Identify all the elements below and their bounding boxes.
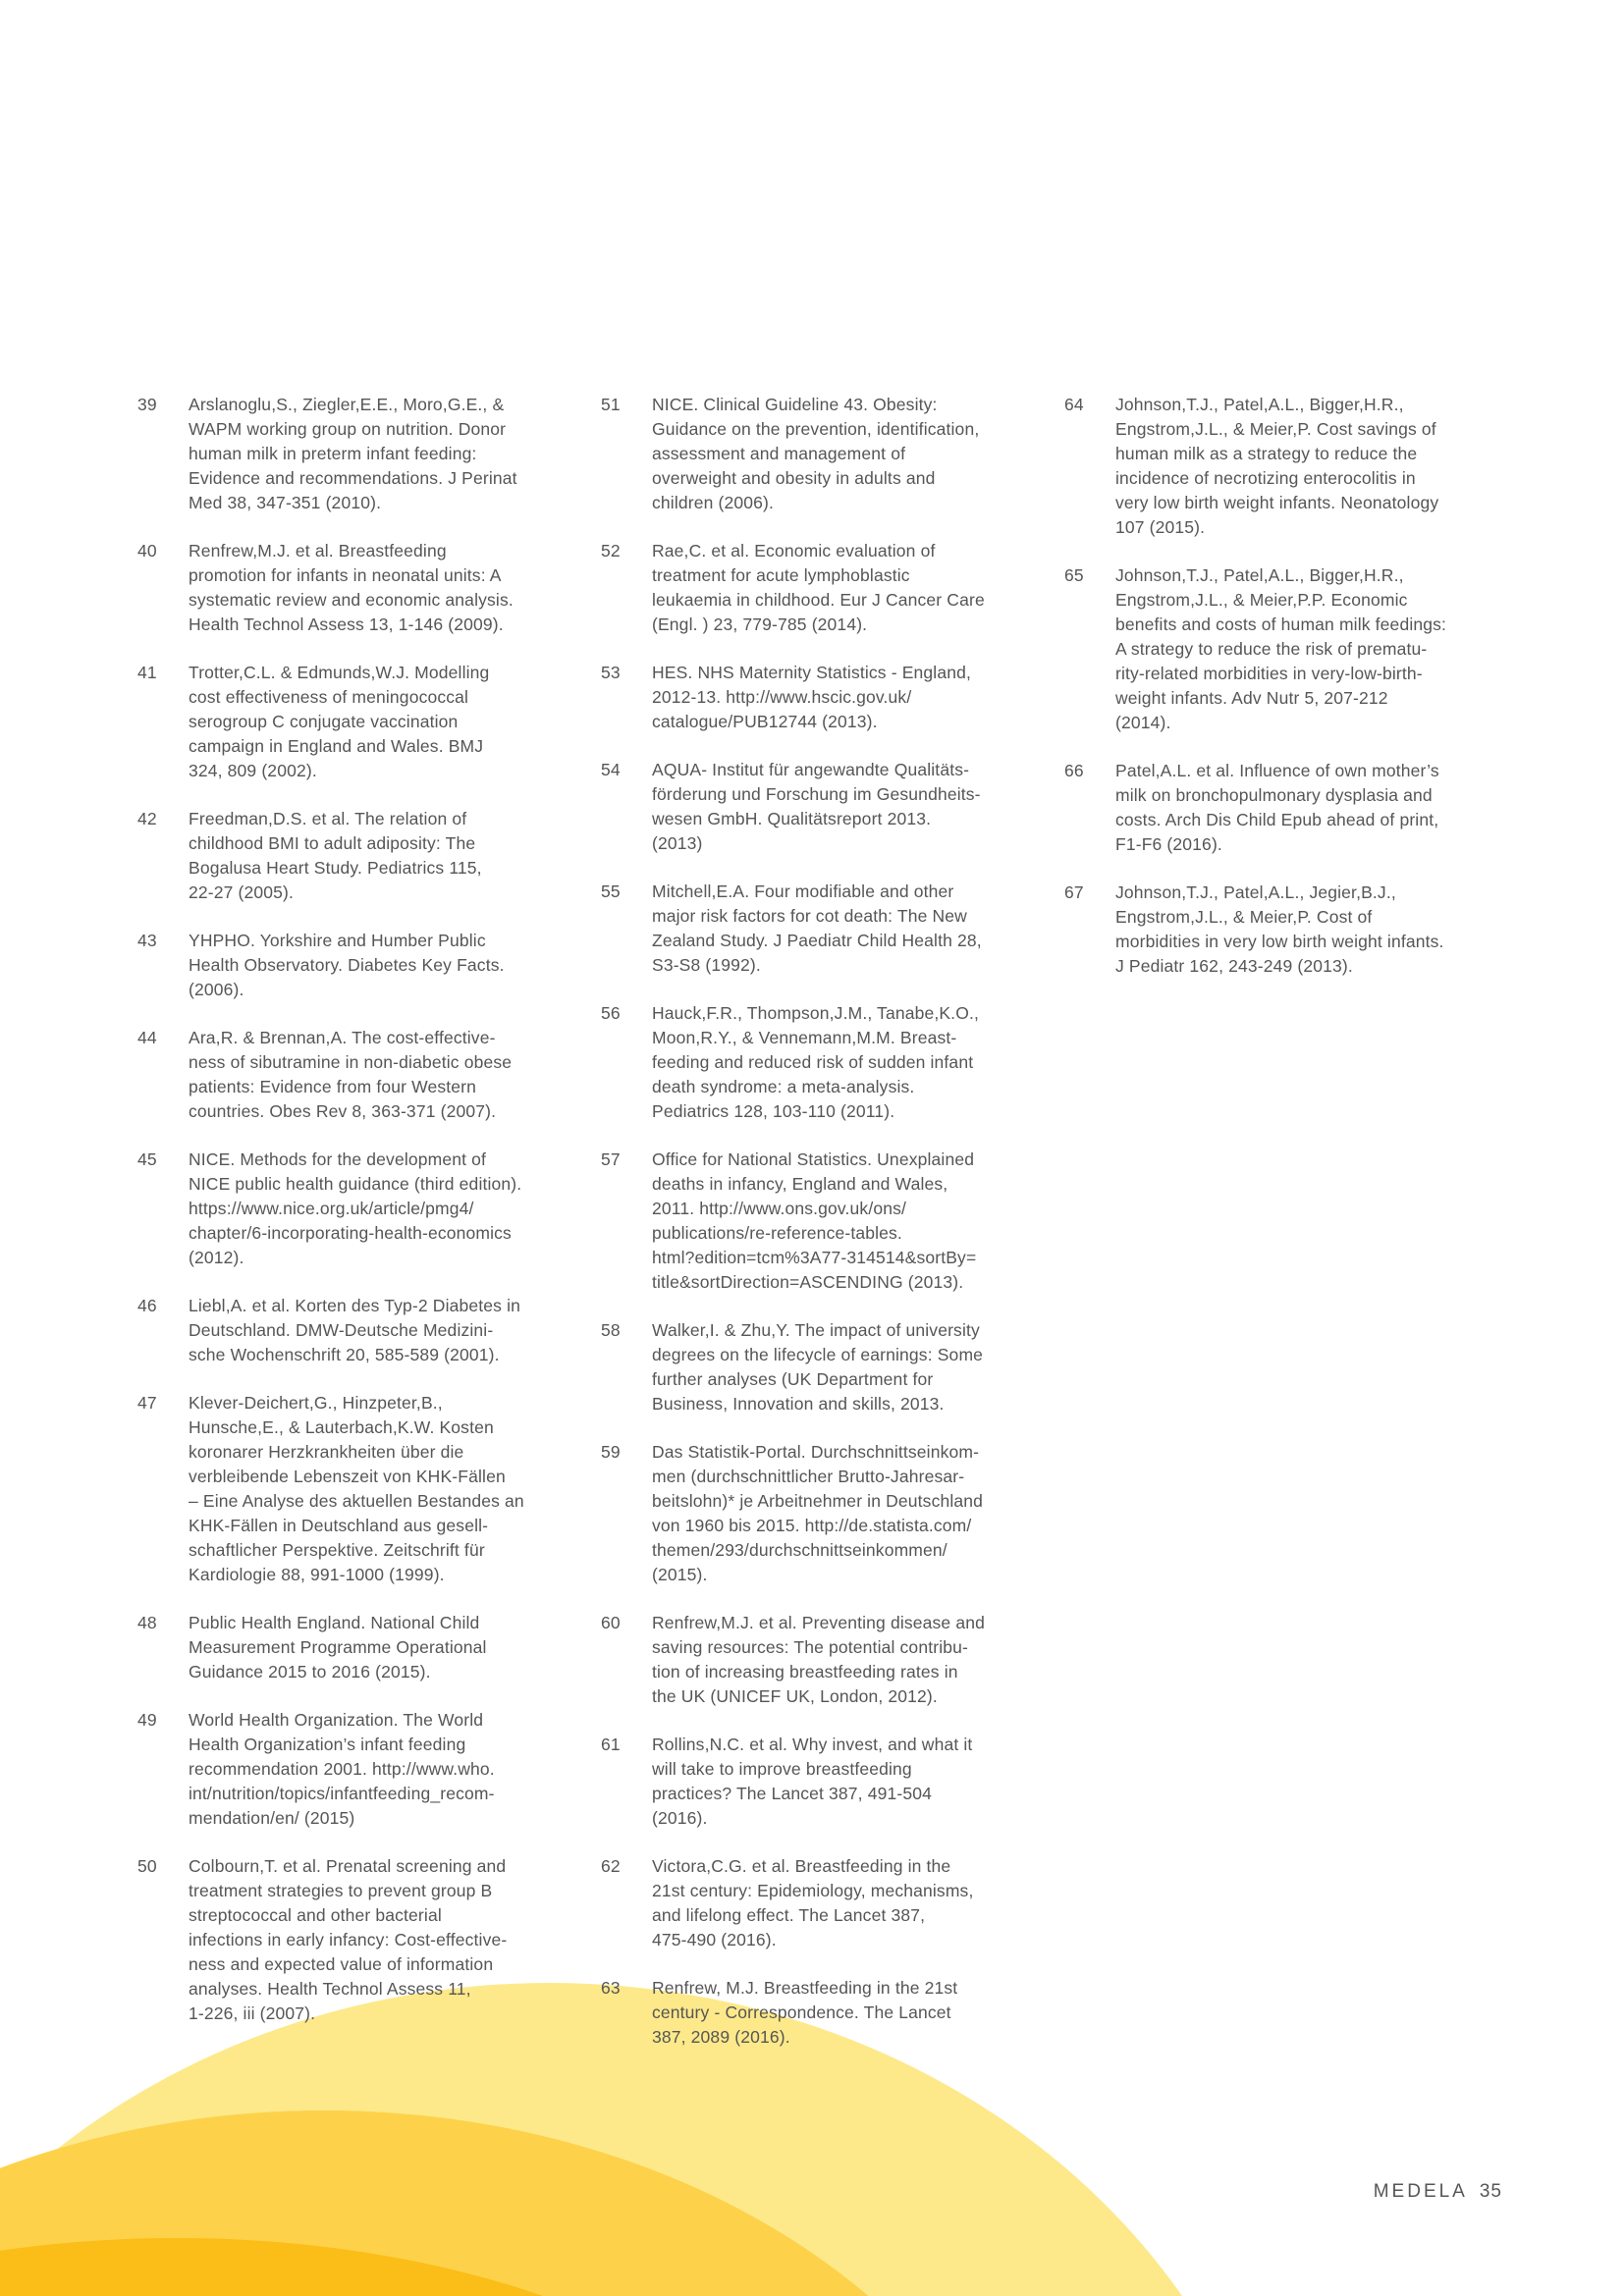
- reference-number: 41: [137, 663, 157, 682]
- reference-line: 21st century: Epidemiology, mechanisms,: [652, 1881, 974, 1900]
- reference-line: Mitchell,E.A. Four modifiable and other: [652, 881, 954, 901]
- reference-line: campaign in England and Wales. BMJ: [189, 736, 484, 756]
- reference-line: Engstrom,J.L., & Meier,P. Cost of: [1115, 907, 1373, 927]
- reference-number: 60: [601, 1613, 621, 1632]
- reference-line: feeding and reduced risk of sudden infant: [652, 1052, 974, 1072]
- reference-number: 66: [1064, 761, 1084, 780]
- reference-item: [601, 1976, 1023, 2050]
- reference-line: chapter/6-incorporating-health-economics: [189, 1223, 512, 1243]
- reference-number: 48: [137, 1613, 157, 1632]
- reference-line: men (durchschnittlicher Brutto-Jahresar-: [652, 1467, 965, 1486]
- reference-line: Med 38, 347-351 (2010).: [189, 493, 382, 512]
- reference-number: 64: [1064, 395, 1084, 414]
- reference-number: 45: [137, 1149, 157, 1169]
- references-column-3: [1064, 393, 1496, 1002]
- reference-line: death syndrome: a meta-analysis.: [652, 1077, 915, 1096]
- reference-line: Kardiologie 88, 991-1000 (1999).: [189, 1565, 445, 1584]
- reference-item: [601, 393, 1023, 515]
- reference-line: infections in early infancy: Cost-effective-: [189, 1930, 508, 1949]
- reference-line: 475-490 (2016).: [652, 1930, 777, 1949]
- reference-line: Hunsche,E., & Lauterbach,K.W. Kosten: [189, 1417, 494, 1437]
- reference-text: [189, 929, 569, 1002]
- references-column-1: [137, 393, 569, 2050]
- reference-line: childhood BMI to adult adiposity: The: [189, 833, 476, 853]
- reference-text: [1115, 759, 1496, 857]
- reference-line: publications/re-reference-tables.: [652, 1223, 902, 1243]
- reference-line: the UK (UNICEF UK, London, 2012).: [652, 1686, 938, 1706]
- reference-item: [601, 1733, 1023, 1831]
- reference-line: Office for National Statistics. Unexplained: [652, 1149, 975, 1169]
- reference-line: incidence of necrotizing enterocolitis in: [1115, 468, 1416, 488]
- reference-line: major risk factors for cot death: The New: [652, 906, 967, 926]
- reference-line: further analyses (UK Department for: [652, 1369, 934, 1389]
- reference-line: human milk in preterm infant feeding:: [189, 444, 477, 463]
- reference-text: [1115, 563, 1496, 735]
- reference-line: Health Organization’s infant feeding: [189, 1735, 466, 1754]
- reference-line: and lifelong effect. The Lancet 387,: [652, 1905, 926, 1925]
- reference-line: 2011. http://www.ons.gov.uk/ons/: [652, 1199, 907, 1218]
- reference-line: children (2006).: [652, 493, 774, 512]
- reference-number: 58: [601, 1320, 621, 1340]
- reference-item: [137, 1026, 569, 1124]
- reference-number: 47: [137, 1393, 157, 1413]
- reference-line: Johnson,T.J., Patel,A.L., Bigger,H.R.,: [1115, 565, 1404, 585]
- reference-item: [137, 929, 569, 1002]
- reference-item: [137, 1854, 569, 2026]
- reference-line: Evidence and recommendations. J Perinat: [189, 468, 517, 488]
- reference-item: [137, 1611, 569, 1684]
- reference-line: (Engl. ) 23, 779-785 (2014).: [652, 614, 868, 634]
- reference-line: Rollins,N.C. et al. Why invest, and what it: [652, 1735, 973, 1754]
- reference-line: Rae,C. et al. Economic evaluation of: [652, 541, 936, 561]
- reference-line: century - Correspondence. The Lancet: [652, 2002, 951, 2022]
- reference-item: [601, 1318, 1023, 1416]
- reference-line: benefits and costs of human milk feedings:: [1115, 614, 1447, 634]
- reference-line: WAPM working group on nutrition. Donor: [189, 419, 507, 439]
- reference-text: [189, 1854, 569, 2026]
- reference-text: [652, 1854, 1023, 1952]
- reference-line: title&sortDirection=ASCENDING (2013).: [652, 1272, 964, 1292]
- reference-line: Guidance on the prevention, identification,: [652, 419, 980, 439]
- reference-line: Health Technol Assess 13, 1-146 (2009).: [189, 614, 504, 634]
- reference-item: [601, 1611, 1023, 1709]
- reference-line: 107 (2015).: [1115, 517, 1206, 537]
- reference-number: 49: [137, 1710, 157, 1730]
- reference-text: [189, 661, 569, 783]
- reference-text: [652, 880, 1023, 978]
- reference-number: 55: [601, 881, 621, 901]
- reference-line: (2016).: [652, 1808, 708, 1828]
- reference-item: [601, 758, 1023, 856]
- reference-line: (2014).: [1115, 713, 1171, 732]
- reference-item: [1064, 563, 1496, 735]
- page-number: 35: [1479, 2181, 1502, 2202]
- reference-text: [189, 1391, 569, 1587]
- reference-number: 50: [137, 1856, 157, 1876]
- reference-line: will take to improve breastfeeding: [652, 1759, 912, 1779]
- reference-number: 42: [137, 809, 157, 828]
- reference-text: [189, 1294, 569, 1367]
- reference-text: [189, 807, 569, 905]
- reference-number: 61: [601, 1735, 621, 1754]
- reference-line: (2013): [652, 833, 703, 853]
- reference-item: [137, 1708, 569, 1831]
- reference-text: [652, 1440, 1023, 1587]
- reference-item: [601, 1001, 1023, 1124]
- reference-line: costs. Arch Dis Child Epub ahead of print,: [1115, 810, 1439, 829]
- reference-number: 53: [601, 663, 621, 682]
- reference-line: Pediatrics 128, 103-110 (2011).: [652, 1101, 895, 1121]
- reference-line: schaftlicher Perspektive. Zeitschrift für: [189, 1540, 485, 1560]
- reference-line: Das Statistik-Portal. Durchschnittseinkom-: [652, 1442, 980, 1462]
- reference-line: Guidance 2015 to 2016 (2015).: [189, 1662, 431, 1682]
- reference-line: (2006).: [189, 980, 244, 999]
- reference-line: tion of increasing breastfeeding rates in: [652, 1662, 958, 1682]
- reference-line: html?edition=tcm%3A77-314514&sortBy=: [652, 1248, 977, 1267]
- reference-number: 43: [137, 931, 157, 950]
- reference-line: Moon,R.Y., & Vennemann,M.M. Breast-: [652, 1028, 957, 1047]
- reference-text: [1115, 393, 1496, 540]
- reference-number: 65: [1064, 565, 1084, 585]
- reference-line: Hauck,F.R., Thompson,J.M., Tanabe,K.O.,: [652, 1003, 979, 1023]
- reference-line: Johnson,T.J., Patel,A.L., Jegier,B.J.,: [1115, 882, 1396, 902]
- reference-item: [601, 1440, 1023, 1587]
- reference-line: Measurement Programme Operational: [189, 1637, 487, 1657]
- reference-text: [652, 1733, 1023, 1831]
- reference-line: ness of sibutramine in non-diabetic obese: [189, 1052, 513, 1072]
- reference-line: (2012).: [189, 1248, 244, 1267]
- reference-line: sche Wochenschrift 20, 585-589 (2001).: [189, 1345, 500, 1364]
- reference-text: [652, 1148, 1023, 1295]
- reference-line: beitslohn)* je Arbeitnehmer in Deutschland: [652, 1491, 984, 1511]
- reference-line: A strategy to reduce the risk of prematu-: [1115, 639, 1428, 659]
- reference-item: [137, 1148, 569, 1270]
- reference-line: Trotter,C.L. & Edmunds,W.J. Modelling: [189, 663, 490, 682]
- reference-line: 324, 809 (2002).: [189, 761, 317, 780]
- reference-line: catalogue/PUB12744 (2013).: [652, 712, 878, 731]
- reference-text: [189, 539, 569, 637]
- reference-line: Public Health England. National Child: [189, 1613, 480, 1632]
- reference-line: von 1960 bis 2015. http://de.statista.com/: [652, 1516, 972, 1535]
- reference-text: [189, 393, 569, 515]
- reference-number: 67: [1064, 882, 1084, 902]
- reference-line: leukaemia in childhood. Eur J Cancer Care: [652, 590, 985, 610]
- reference-line: YHPHO. Yorkshire and Humber Public: [189, 931, 486, 950]
- reference-item: [1064, 393, 1496, 540]
- reference-item: [137, 1294, 569, 1367]
- reference-line: Renfrew,M.J. et al. Preventing disease and: [652, 1613, 985, 1632]
- reference-line: NICE. Clinical Guideline 43. Obesity:: [652, 395, 938, 414]
- reference-line: overweight and obesity in adults and: [652, 468, 936, 488]
- reference-line: J Pediatr 162, 243-249 (2013).: [1115, 956, 1353, 976]
- reference-number: 57: [601, 1149, 621, 1169]
- reference-line: streptococcal and other bacterial: [189, 1905, 442, 1925]
- reference-item: [1064, 759, 1496, 857]
- reference-line: https://www.nice.org.uk/article/pmg4/: [189, 1199, 474, 1218]
- reference-line: S3-S8 (1992).: [652, 955, 761, 975]
- reference-line: ness and expected value of information: [189, 1954, 494, 1974]
- reference-line: int/nutrition/topics/infantfeeding_recom-: [189, 1784, 495, 1803]
- reference-line: patients: Evidence from four Western: [189, 1077, 476, 1096]
- reference-text: [652, 393, 1023, 515]
- reference-line: countries. Obes Rev 8, 363-371 (2007).: [189, 1101, 497, 1121]
- reference-line: NICE. Methods for the development of: [189, 1149, 487, 1169]
- reference-line: Patel,A.L. et al. Influence of own mother’s: [1115, 761, 1439, 780]
- reference-item: [601, 880, 1023, 978]
- reference-line: human milk as a strategy to reduce the: [1115, 444, 1418, 463]
- reference-line: – Eine Analyse des aktuellen Bestandes an: [189, 1491, 524, 1511]
- reference-number: 51: [601, 395, 621, 414]
- reference-line: 22-27 (2005).: [189, 882, 295, 902]
- reference-line: Arslanoglu,S., Ziegler,E.E., Moro,G.E., &: [189, 395, 505, 414]
- reference-text: [652, 1318, 1023, 1416]
- reference-line: mendation/en/ (2015): [189, 1808, 355, 1828]
- reference-text: [189, 1708, 569, 1831]
- reference-line: systematic review and economic analysis.: [189, 590, 514, 610]
- reference-line: themen/293/durchschnittseinkommen/: [652, 1540, 947, 1560]
- reference-line: KHK-Fällen in Deutschland aus gesell-: [189, 1516, 489, 1535]
- reference-item: [601, 1148, 1023, 1295]
- reference-item: [137, 807, 569, 905]
- reference-line: (2015).: [652, 1565, 708, 1584]
- reference-line: NICE public health guidance (third edition).: [189, 1174, 522, 1194]
- reference-line: Zealand Study. J Paediatr Child Health 28,: [652, 931, 982, 950]
- reference-number: 39: [137, 395, 157, 414]
- reference-line: treatment for acute lymphoblastic: [652, 565, 910, 585]
- reference-line: Freedman,D.S. et al. The relation of: [189, 809, 467, 828]
- reference-line: saving resources: The potential contribu-: [652, 1637, 968, 1657]
- reference-item: [137, 393, 569, 515]
- reference-line: practices? The Lancet 387, 491-504: [652, 1784, 932, 1803]
- reference-line: weight infants. Adv Nutr 5, 207-212: [1115, 688, 1388, 708]
- reference-line: Bogalusa Heart Study. Pediatrics 115,: [189, 858, 482, 878]
- reference-line: serogroup C conjugate vaccination: [189, 712, 459, 731]
- reference-number: 63: [601, 1978, 621, 1998]
- page-footer: [1374, 2181, 1502, 2203]
- reference-item: [601, 539, 1023, 637]
- reference-text: [652, 661, 1023, 734]
- reference-text: [652, 758, 1023, 856]
- footer-brand: MEDELA: [1373, 2181, 1468, 2202]
- reference-number: 40: [137, 541, 157, 561]
- reference-number: 46: [137, 1296, 157, 1315]
- reference-text: [652, 1976, 1023, 2050]
- reference-number: 59: [601, 1442, 621, 1462]
- reference-item: [1064, 881, 1496, 979]
- reference-line: promotion for infants in neonatal units: A: [189, 565, 502, 585]
- reference-line: F1-F6 (2016).: [1115, 834, 1222, 854]
- reference-item: [601, 661, 1023, 734]
- reference-number: 54: [601, 760, 621, 779]
- reference-text: [189, 1026, 569, 1124]
- reference-line: Victora,C.G. et al. Breastfeeding in the: [652, 1856, 951, 1876]
- reference-text: [652, 1611, 1023, 1709]
- reference-line: Renfrew, M.J. Breastfeeding in the 21st: [652, 1978, 958, 1998]
- reference-line: Klever-Deichert,G., Hinzpeter,B.,: [189, 1393, 443, 1413]
- reference-item: [601, 1854, 1023, 1952]
- reference-line: 1-226, iii (2007).: [189, 2003, 316, 2023]
- reference-line: Deutschland. DMW-Deutsche Medizini-: [189, 1320, 494, 1340]
- reference-line: 2012-13. http://www.hscic.gov.uk/: [652, 687, 912, 707]
- reference-number: 44: [137, 1028, 157, 1047]
- reference-text: [189, 1148, 569, 1270]
- reference-number: 56: [601, 1003, 621, 1023]
- reference-line: cost effectiveness of meningococcal: [189, 687, 469, 707]
- reference-line: Johnson,T.J., Patel,A.L., Bigger,H.R.,: [1115, 395, 1404, 414]
- reference-line: 387, 2089 (2016).: [652, 2027, 790, 2047]
- reference-line: Ara,R. & Brennan,A. The cost-effective-: [189, 1028, 496, 1047]
- reference-line: HES. NHS Maternity Statistics - England,: [652, 663, 971, 682]
- reference-number: 62: [601, 1856, 621, 1876]
- reference-line: World Health Organization. The World: [189, 1710, 484, 1730]
- reference-text: [652, 539, 1023, 637]
- reference-item: [137, 661, 569, 783]
- reference-line: deaths in infancy, England and Wales,: [652, 1174, 948, 1194]
- reference-line: treatment strategies to prevent group B: [189, 1881, 493, 1900]
- reference-line: very low birth weight infants. Neonatology: [1115, 493, 1439, 512]
- reference-line: analyses. Health Technol Assess 11,: [189, 1979, 471, 1999]
- reference-line: milk on bronchopulmonary dysplasia and: [1115, 785, 1433, 805]
- reference-line: recommendation 2001. http://www.who.: [189, 1759, 495, 1779]
- reference-line: Colbourn,T. et al. Prenatal screening and: [189, 1856, 507, 1876]
- reference-item: [137, 539, 569, 637]
- reference-line: koronarer Herzkrankheiten über die: [189, 1442, 464, 1462]
- reference-line: Business, Innovation and skills, 2013.: [652, 1394, 945, 1414]
- reference-line: wesen GmbH. Qualitätsreport 2013.: [652, 809, 932, 828]
- reference-line: Health Observatory. Diabetes Key Facts.: [189, 955, 505, 975]
- reference-line: Engstrom,J.L., & Meier,P.P. Economic: [1115, 590, 1408, 610]
- reference-line: Renfrew,M.J. et al. Breastfeeding: [189, 541, 447, 561]
- reference-line: rity-related morbidities in very-low-birth-: [1115, 664, 1423, 683]
- reference-line: morbidities in very low birth weight infants.: [1115, 932, 1444, 951]
- reference-line: förderung und Forschung im Gesundheits-: [652, 784, 981, 804]
- reference-text: [189, 1611, 569, 1684]
- reference-item: [137, 1391, 569, 1587]
- reference-number: 52: [601, 541, 621, 561]
- reference-line: AQUA- Institut für angewandte Qualitäts-: [652, 760, 970, 779]
- reference-line: degrees on the lifecycle of earnings: Some: [652, 1345, 984, 1364]
- reference-line: Walker,I. & Zhu,Y. The impact of university: [652, 1320, 980, 1340]
- reference-line: verbleibende Lebenszeit von KHK-Fällen: [189, 1467, 506, 1486]
- reference-line: Liebl,A. et al. Korten des Typ-2 Diabetes in: [189, 1296, 520, 1315]
- reference-text: [1115, 881, 1496, 979]
- references-column-2: [601, 393, 1023, 2073]
- reference-text: [652, 1001, 1023, 1124]
- reference-line: assessment and management of: [652, 444, 906, 463]
- reference-line: Engstrom,J.L., & Meier,P. Cost savings of: [1115, 419, 1436, 439]
